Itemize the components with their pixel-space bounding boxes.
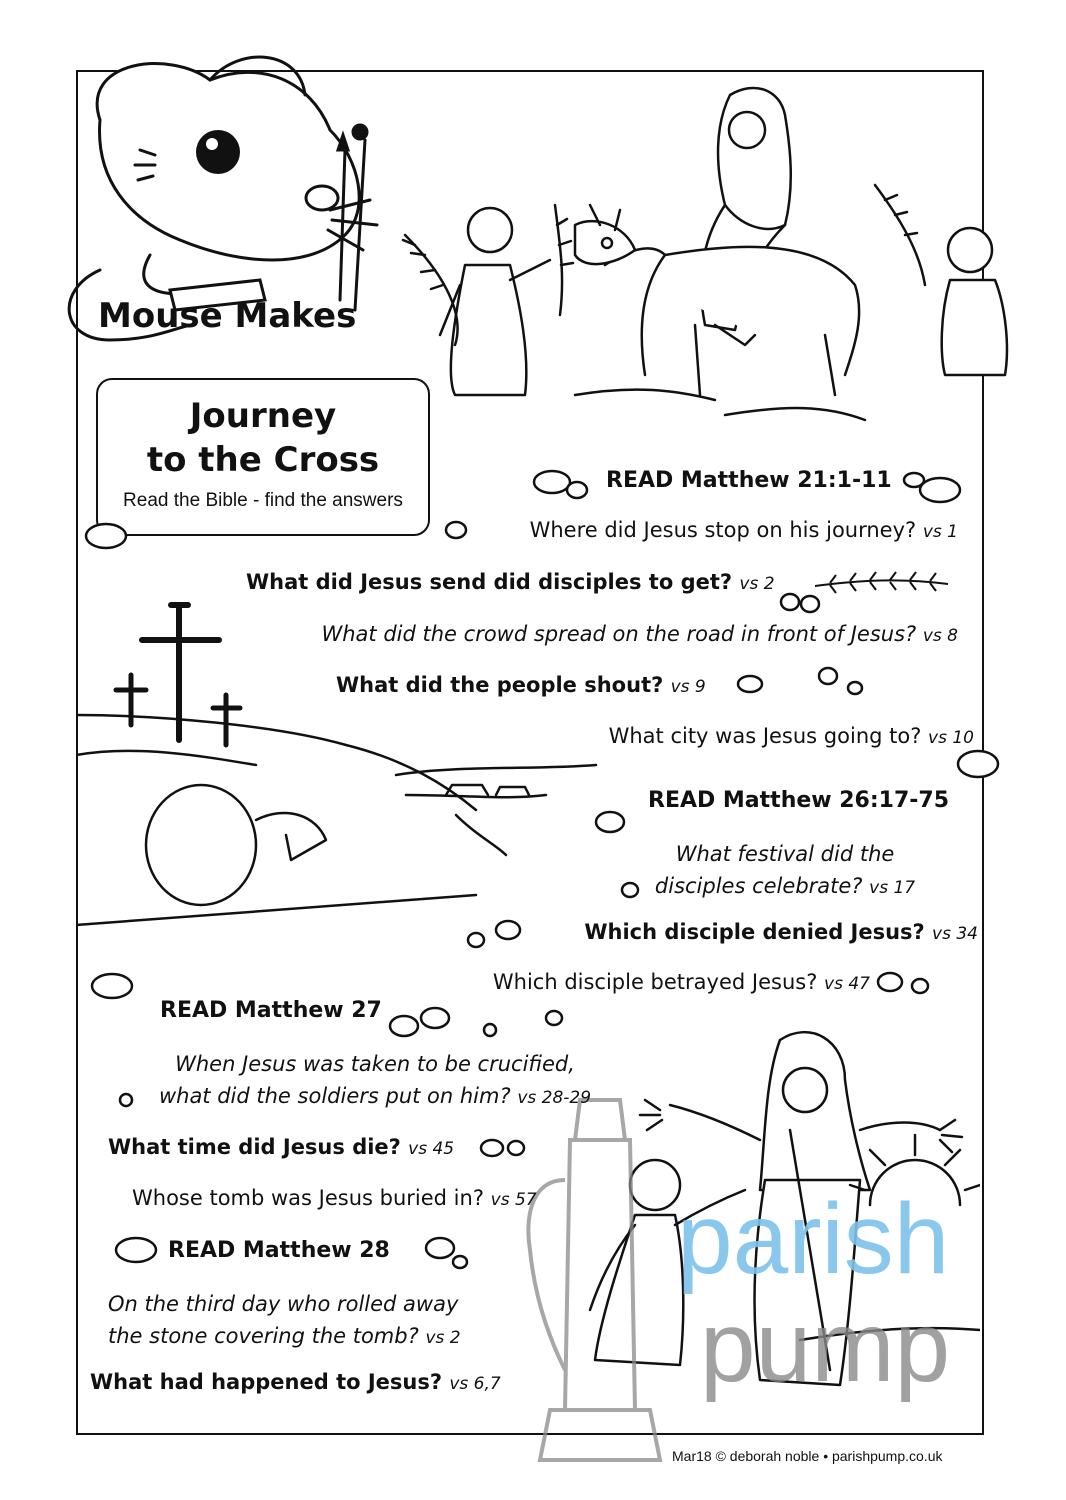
- question-13: What had happened to Jesus? vs 6,7: [90, 1370, 501, 1394]
- read-heading-3: READ Matthew 27: [160, 998, 382, 1023]
- question-4: What did the people shout? vs 9: [336, 673, 706, 697]
- read-heading-2: READ Matthew 26:17-75: [648, 788, 950, 813]
- title-line-2: to the Cross: [146, 440, 380, 480]
- question-11: Whose tomb was Jesus buried in? vs 57: [132, 1186, 537, 1210]
- brand-title: Mouse Makes: [98, 296, 357, 336]
- title-line-1: Journey: [189, 396, 337, 436]
- question-12: On the third day who rolled away the stone covering the tomb? vs 2: [108, 1292, 461, 1348]
- watermark-pump: pump: [700, 1291, 951, 1403]
- subtitle: Read the Bible - find the answers: [123, 490, 403, 511]
- question-3: What did the crowd spread on the road in front of Jesus? vs 8: [321, 622, 958, 646]
- question-8: Which disciple betrayed Jesus? vs 47: [492, 970, 870, 994]
- read-heading-1: READ Matthew 21:1-11: [606, 468, 892, 493]
- footer-credit: Mar18 © deborah noble • parishpump.co.uk: [672, 1448, 943, 1464]
- question-9: When Jesus was taken to be crucified, what did the soldiers put on him? vs 28-29: [158, 1052, 592, 1108]
- watermark-parish: parish: [677, 1183, 950, 1295]
- question-10: What time did Jesus die? vs 45: [108, 1135, 455, 1159]
- question-5: What city was Jesus going to? vs 10: [608, 724, 974, 748]
- read-heading-4: READ Matthew 28: [168, 1238, 390, 1263]
- question-2: What did Jesus send did disciples to get? vs 2: [246, 570, 775, 594]
- question-1: Where did Jesus stop on his journey? vs 1: [529, 518, 958, 542]
- question-7: Which disciple denied Jesus? vs 34: [584, 920, 978, 944]
- question-6: What festival did the disciples celebrate? vs 17: [654, 842, 916, 898]
